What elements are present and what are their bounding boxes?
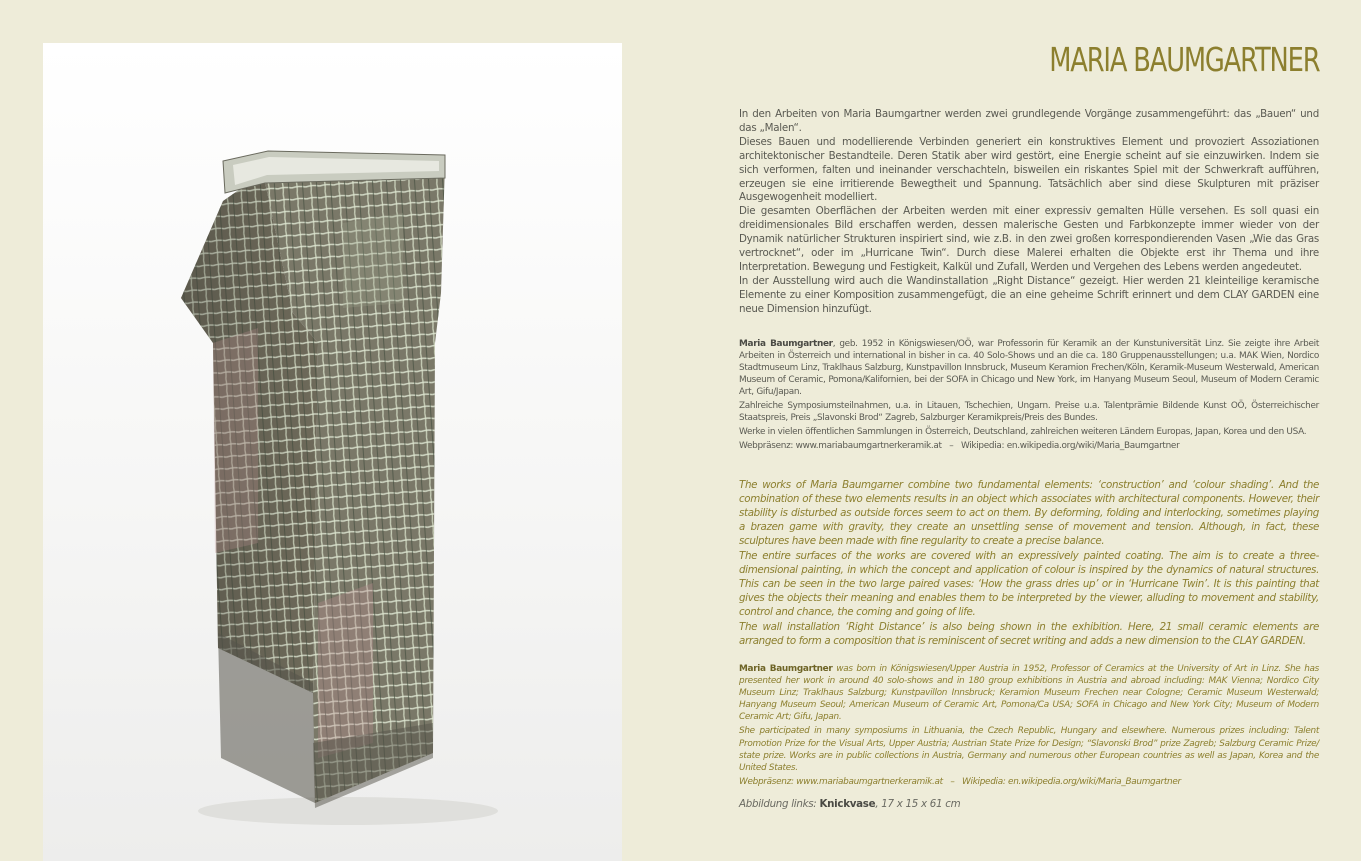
artist-name: Maria Baumgartner [739, 338, 833, 349]
english-web-links: Webpräsenz: www.mariabaumgartnerkeramik.at – Wikipedia: en.wikipedia.org/wiki/Maria_Baumgartner [739, 776, 1181, 787]
german-intro-paragraph: Die gesamten Oberflächen der Arbeiten werden mit einer expressiv gemalten Hülle versehen. Es soll quasi ein dreidimensionales Bild erschaffen werden, dessen malerische Gesten und Farbkonzepte immer wieder von der Dynamik natürlicher Strukturen inspiriert sind, wie z.B. in den zwei großen korrespondierenden Vasen „Wie das Gras vertrocknet“, oder im „Hurricane Twin“. Durch diese Malerei erhalten die Objekte erst ihr Thema und ihre Interpretation. Bewegung und Festigkeit, Kalkül und Zufall, Werden und Vergehen des Lebens werden angedeutet. [739, 205, 1319, 273]
knickvase-illustration [43, 43, 622, 861]
english-biography [739, 663, 1319, 788]
german-bio-paragraph: Werke in vielen öffentlichen Sammlungen in Österreich, Deutschland, zahlreichen weiteren Ländern Europas, Japan, Korea und den USA. [739, 427, 1307, 438]
english-intro-paragraph: The wall installation ‘Right Distance’ is also being shown in the exhibition. Here, 21 small ceramic elements are arranged to form a composition that is reminiscent of secret writing and adds a new dimension to the CLAY GARDEN. [739, 621, 1319, 648]
english-bio-paragraph: She participated in many symposiums in Lithuania, the Czech Republic, Hungary and elsewhere. Numerous prizes including: Talent Promotion Prize for the Visual Arts, Upper Austria; Austrian State Prize for Design; “Slavonski Brod” prize Zagreb; Salzburg Ceramic Prize/ state prize. Works are in public collections in Austria, Germany and numerous other European countries as well as Japan, Korea and the United States. [739, 726, 1319, 773]
english-intro-paragraph: The works of Maria Baumgarner combine two fundamental elements: ‘construction’ and ‘colour shading’. And the combination of these two elements results in an object which associates with architectural components. However, their stability is disturbed as outside forces seem to act on them. By deforming, folding and interlocking, sometimes playing a brazen game with gravity, they create an unsettling sense of movement and tension. Although, in fact, these sculptures have been made with fine regularity to create a precise balance. [739, 479, 1319, 547]
artwork-photo [43, 43, 622, 861]
artwork-title: Knickvase [819, 798, 876, 810]
german-web-links: Webpräsenz: www.mariabaumgartnerkeramik.at – Wikipedia: en.wikipedia.org/wiki/Maria_Baumgartner [739, 441, 1180, 452]
german-intro-paragraph: In der Ausstellung wird auch die Wandinstallation „Right Distance“ gezeigt. Hier werden 21 kleinteilige keramische Elemente zu einer Komposition zusammengefügt, die an eine geheime Schrift erinnert und dem CLAY GARDEN eine neue Dimension hinzufügt. [739, 274, 1319, 315]
english-intro [739, 479, 1319, 649]
german-bio-paragraph: Maria Baumgartner, geb. 1952 in Königswiesen/OÖ, war Professorin für Keramik an der Kunstuniversität Linz. Sie zeigte ihre Arbeit Arbeiten in Österreich und international in bisher in ca. 40 Solo-Shows und an die ca. 180 Gruppenausstellungen; u.a. MAK Wien, Nordico Stadtmuseum Linz, Traklhaus Salzburg, Kunstpavillon Innsbruck, Museum Keramion Frechen/Köln, Keramik-Museum Westerwald, American Museum of Ceramic, Pomona/Kalifornien, bei der SOFA in Chicago und New York, im Hanyang Museum Seoul, Museum of Modern Ceramic Art, Gifu/Japan. [739, 338, 1319, 397]
artist-name: Maria Baumgartner [739, 664, 833, 674]
vase-shadow [198, 797, 498, 825]
page-title: MARIA BAUMGARTNER [1048, 40, 1319, 79]
german-intro-paragraph: Dieses Bauen und modellierende Verbinden generiert ein konstruktives Element und provoziert Assoziationen architektonischer Bestandteile. Deren Statik aber wird gestört, eine Energie scheint auf sie einzuwirken. Indem sie sich verformen, falten und ineinander verschachteln, bisweilen ein riskantes Spiel mit der Schwerkraft aufführen, erzeugen sie eine irritierende Bewegtheit und Spannung. Tatsächlich aber sind diese Skulpturen mit präziser Ausgewogenheit modelliert. [739, 135, 1319, 204]
german-intro-paragraph: In den Arbeiten von Maria Baumgartner werden zwei grundlegende Vorgänge zusammengeführt: das „Bauen“ und das „Malen“. [739, 108, 1319, 134]
english-intro-paragraph: The entire surfaces of the works are covered with an expressively painted coating. The aim is to create a three-dimensional painting, in which the concept and application of colour is inspired by the dynamics of natural structures. This can be seen in the two large paired vases: ‘How the grass dries up’ or in ‘Hurricane Twin’. It is this painting that gives the objects their meaning and enables them to be interpreted by the viewer, alluding to movement and stability, control and chance, the coming and going of life. [739, 550, 1319, 618]
text-column [739, 108, 1319, 790]
image-caption: Abbildung links: Knickvase, 17 x 15 x 61 cm [739, 798, 961, 810]
english-bio-paragraph: Maria Baumgartner was born in Königswiesen/Upper Austria in 1952, Professor of Ceramics at the University of Art in Linz. She has presented her work in around 40 solo-shows and in 180 group exhibitions in Austria and abroad including: MAK Vienna; Nordico City Museum Linz; Traklhaus Salzburg; Kunstpavillon Innsbruck; Keramion Museum Frechen near Cologne; Ceramic Museum Westerwald; Hanyang Museum Seoul; American Museum of Ceramic Art, Pomona/Ca USA; SOFA in Chicago and New York City; Museum of Modern Ceramic Art; Gifu, Japan. [739, 664, 1319, 723]
german-biography [739, 338, 1319, 453]
german-bio-paragraph: Zahlreiche Symposiumsteilnahmen, u.a. in Litauen, Tschechien, Ungarn. Preise u.a. Talentprämie Bildende Kunst OÖ, Österreichischer Staatspreis, Preis „Slavonski Brod“ Zagreb, Salzburger Keramikpreis/Preis des Bundes. [739, 401, 1319, 424]
german-intro [739, 108, 1319, 317]
